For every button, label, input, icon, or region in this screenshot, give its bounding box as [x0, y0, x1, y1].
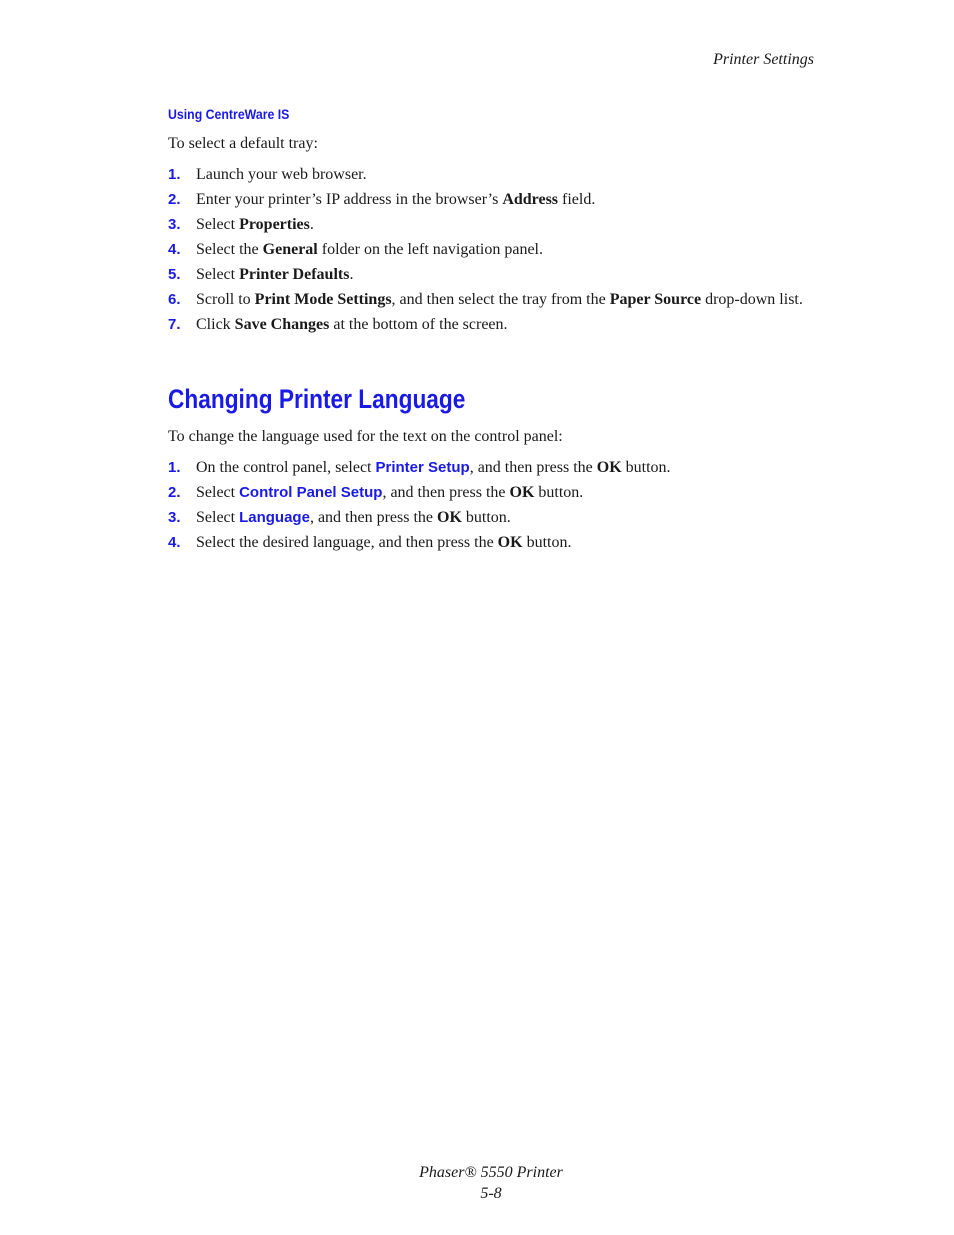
step-item [168, 165, 818, 185]
emphasized-term: OK [596, 459, 622, 476]
step-text: , and then press the [382, 484, 510, 501]
step-text: Select [196, 266, 240, 283]
step-item [168, 533, 818, 553]
step-text: Select [196, 216, 240, 233]
emphasized-term: Address [502, 191, 559, 208]
step-number: 7. [168, 316, 181, 333]
emphasized-term: Paper Source [609, 291, 702, 308]
step-text: Launch your web browser. [196, 166, 367, 183]
step-item [168, 190, 818, 210]
step-text: Enter your printer’s IP address in the browser’s [196, 191, 503, 208]
emphasized-term: General [262, 241, 318, 258]
step-text: folder on the left navigation panel. [317, 241, 543, 258]
step-item [168, 240, 818, 260]
language-steps-list [168, 458, 818, 558]
footer-product: Phaser® 5550 Printer [419, 1164, 563, 1181]
step-text: Scroll to [196, 291, 255, 308]
emphasized-term: OK [497, 534, 523, 551]
emphasized-term: OK [509, 484, 535, 501]
step-text: button. [534, 484, 584, 501]
tray-steps-list [168, 165, 818, 340]
step-number: 6. [168, 291, 181, 308]
step-number: 1. [168, 459, 181, 476]
step-text: field. [558, 191, 596, 208]
step-number: 4. [168, 534, 181, 551]
step-text: On the control panel, select [196, 459, 376, 476]
language-intro-text: To change the language used for the text on the control panel: [168, 428, 563, 445]
step-item [168, 458, 818, 478]
step-text: Select [196, 484, 240, 501]
step-text: button. [461, 509, 511, 526]
step-text: Select [196, 509, 240, 526]
control-panel-term: Control Panel Setup [239, 484, 383, 501]
step-number: 4. [168, 241, 181, 258]
footer-page-number: 5-8 [480, 1185, 502, 1202]
step-text: , and then press the [309, 509, 438, 526]
step-number: 2. [168, 191, 181, 208]
step-item [168, 265, 818, 285]
section-subheading: Using CentreWare IS [168, 106, 290, 122]
step-text: button. [522, 534, 572, 551]
running-header: Printer Settings [713, 51, 814, 68]
step-item [168, 483, 818, 503]
emphasized-term: Save Changes [234, 316, 330, 333]
tray-intro-text: To select a default tray: [168, 135, 318, 152]
step-item [168, 215, 818, 235]
step-text: Select the [196, 241, 263, 258]
step-text: drop-down list. [701, 291, 803, 308]
section-title: Changing Printer Language [168, 384, 466, 414]
step-number: 2. [168, 484, 181, 501]
step-number: 3. [168, 509, 181, 526]
step-item [168, 315, 818, 335]
step-text: , and then select the tray from the [391, 291, 610, 308]
step-text: at the bottom of the screen. [329, 316, 508, 333]
step-text: Click [196, 316, 235, 333]
control-panel-term: Language [239, 509, 310, 526]
emphasized-term: Printer Defaults [239, 266, 350, 283]
emphasized-term: OK [437, 509, 462, 526]
step-text: , and then press the [469, 459, 597, 476]
step-text: Select the desired language, and then press the [196, 534, 498, 551]
step-item [168, 290, 818, 310]
step-text: . [349, 266, 354, 283]
emphasized-term: Print Mode Settings [254, 291, 392, 308]
step-item [168, 508, 818, 528]
emphasized-term: Properties [239, 216, 310, 233]
step-number: 1. [168, 166, 181, 183]
step-text: . [309, 216, 314, 233]
step-number: 3. [168, 216, 181, 233]
step-number: 5. [168, 266, 181, 283]
step-text: button. [621, 459, 671, 476]
control-panel-term: Printer Setup [375, 459, 470, 476]
